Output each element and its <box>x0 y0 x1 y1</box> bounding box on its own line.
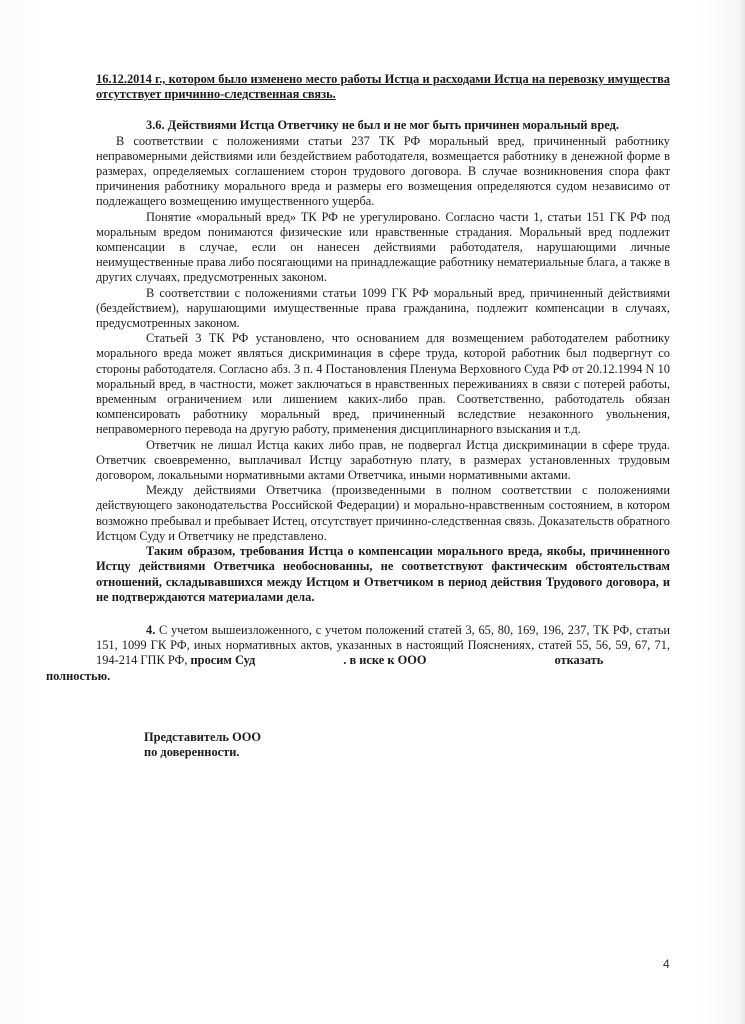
paragraph-defendant-rights: Ответчик не лишал Истца каких либо прав, не подвергал Истца дискриминации в сфере труда. Ответчик своевременно, выплачивал Истцу заработную плату, в размерах установленных трудовым договором, локальными нормативными актами Ответчика, иными нормативными актами. <box>96 437 670 483</box>
paragraph-article-3: Статьей 3 ТК РФ установлено, что основанием для возмещением работодателем работнику морального вреда может являться дискриминация в сфере труда, которой работник был подвергнут со стороны работодателя. Согласно абз. 3 п. 4 Постановления Пленума Верховного Суда РФ от 20.12.1994 N 10 моральный вред, в частности, может заключаться в нравственных переживаниях в связи с потерей работы, временным ограничением или лишением каких-либо прав. Соответственно, работодатель обязан компенсировать работнику моральный вред, причиненный вследствие незаконного увольнения, неправомерного перевода на другую работу, применения дисциплинарного взыскания и т.д. <box>96 331 670 437</box>
point-4-paragraph <box>46 622 670 684</box>
point-4-end: полностью. <box>46 668 111 683</box>
page-edge-shadow <box>739 0 745 1024</box>
conclusion-paragraph: Таким образом, требования Истца о компенсации морального вреда, якобы, причиненного Истцу действиями Ответчика необоснованны, не соответствуют фактическим обстоятельствам отношений, складывавшихся между Истцом и Ответчиком в период действия Трудового договора, и не подтверждаются материалами дела. <box>96 544 670 604</box>
paragraph-article-237: В соответствии с положениями статьи 237 ТК РФ моральный вред, причиненный работнику неправомерными действиями или бездействием работодателя, возмещается работнику в денежной форме в размерах, определяемых соглашением сторон трудового договора. В случае возникновения спора факт причинения работнику морального вреда и размеры его возмещения определяются судом независимо от подлежащего возмещению имущественного ущерба. <box>96 133 670 209</box>
signature-line-1: Представитель ООО <box>144 729 261 744</box>
point-4-number: 4. <box>146 622 156 637</box>
point-4-suit: . в иске к ООО <box>343 653 427 668</box>
page-number: 4 <box>663 957 670 971</box>
section-heading: 3.6. Действиями Истца Ответчику не был и не мог быть причинен моральный вред. <box>146 118 619 133</box>
signature-line-2: по доверенности. <box>144 744 240 759</box>
point-4-refuse: отказать <box>554 653 604 668</box>
paragraph-causal-link: Между действиями Ответчика (произведенными в полном соответствии с положениями действующего законодательства Российской Федерации) и морально-нравственным состоянием, в котором возможно пребывал и пребывает Истец, отсутствует причинно-следственная связь. Доказательств обратного Истцом Суду и Ответчику не представлено. <box>96 483 670 543</box>
paragraph-article-1099: В соответствии с положениями статьи 1099 ГК РФ моральный вред, причиненный действиями (бездействием), нарушающими имущественные права гражданина, подлежит компенсации в случаях, предусмотренных законом. <box>96 285 670 331</box>
paragraph-moral-harm-concept: Понятие «моральный вред» ТК РФ не урегулировано. Согласно части 1, статьи 151 ГК РФ под моральным вредом понимаются физические или нравственные страдания. Моральный вред подлежит компенсации в случае, если он нанесен действиями работодателя, нарушающими личные неимущественные права либо посягающими на принадлежащие работнику нематериальные блага, а также в других случаях, предусмотренных законом. <box>96 209 670 285</box>
intro-paragraph: 16.12.2014 г., котором было изменено место работы Истца и расходами Истца на перевозку имущества отсутствует причинно-следственная связь. <box>96 72 670 102</box>
document-body <box>46 72 670 760</box>
point-4-request: просим Суд <box>190 653 256 668</box>
point-4-text: С учетом вышеизложенного, с учетом положений статей 3, 65, 80, 169, 196, 237, ТК РФ, статьи 151, 1099 ГК РФ, иных нормативных актов, указанных в настоящий Пояснениях, статей 55, 56, 59, 67, 71, 194-214 ГПК РФ, <box>96 622 670 668</box>
signature-block <box>96 730 670 760</box>
